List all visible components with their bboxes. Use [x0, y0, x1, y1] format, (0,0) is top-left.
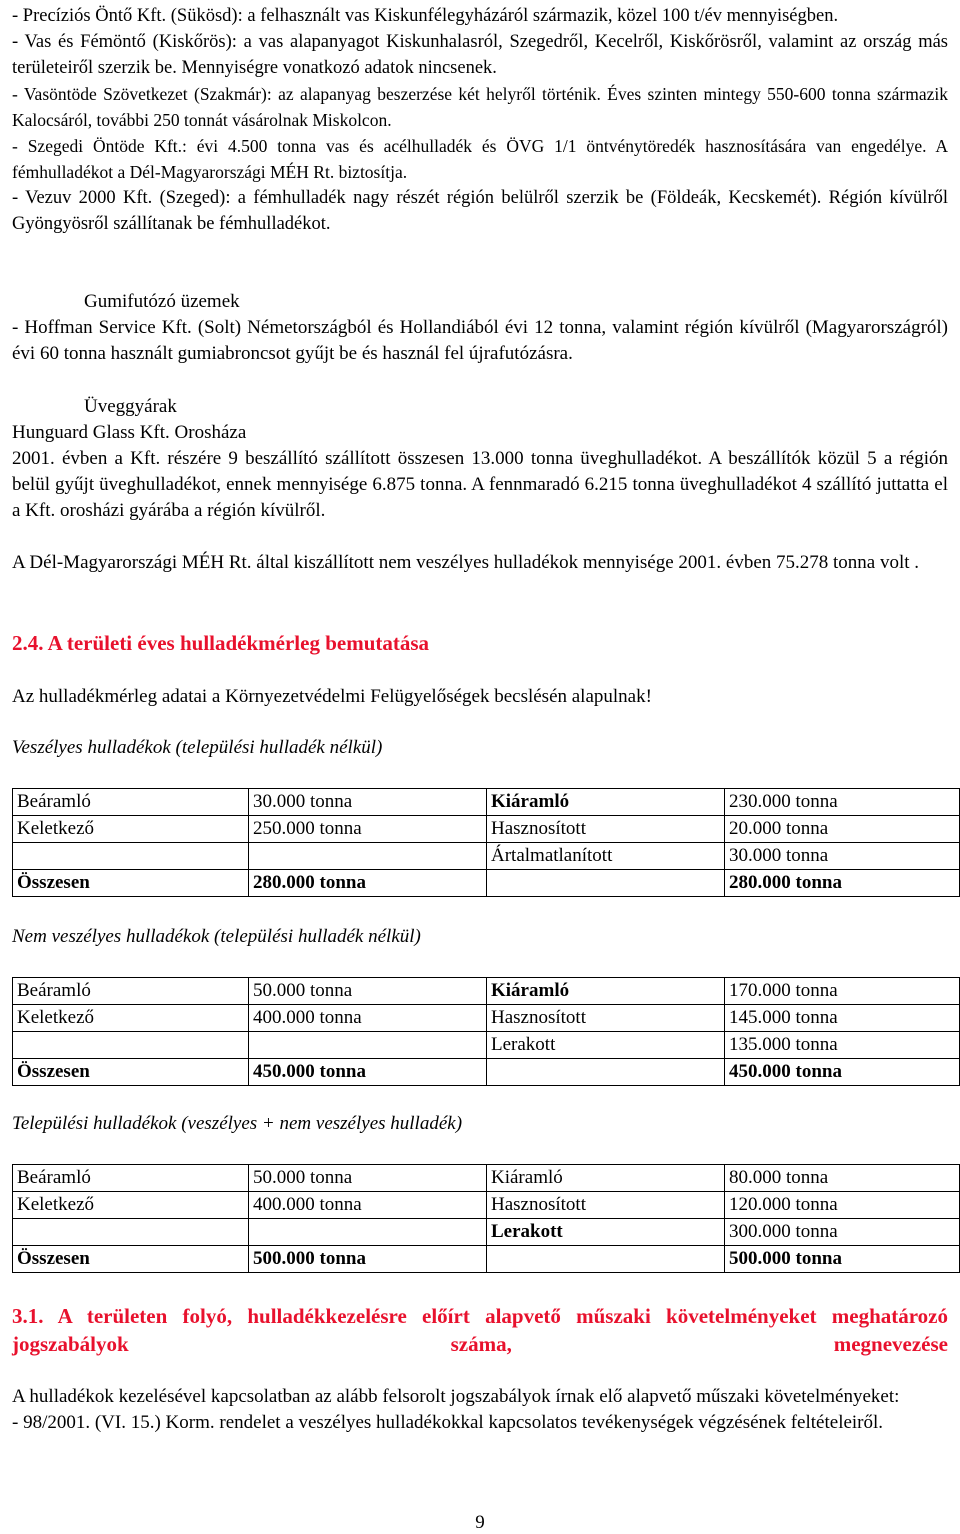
- table-nem-veszelyes: [12, 977, 960, 1086]
- table-cell: Ártalmatlanított: [487, 843, 725, 870]
- intro-item-vezuv: - Vezuv 2000 Kft. (Szeged): a fémhulladék nagy részét régión belülről szerzik be (Földeák, Kecskemét). Régión kívülről Gyöngyösről szállítanak be fémhulladékot.: [12, 188, 948, 234]
- table-cell: 300.000 tonna: [725, 1219, 960, 1246]
- table-cell: Hasznosított: [487, 1005, 725, 1032]
- page-number: 9: [475, 1512, 485, 1533]
- uveg-company: Hunguard Glass Kft. Orosháza: [12, 422, 247, 443]
- table-cell: 50.000 tonna: [249, 1165, 487, 1192]
- section-heading-2-4: 2.4. A területi éves hulladékmérleg bemutatása: [12, 631, 430, 655]
- table-cell: Kiáramló: [487, 978, 725, 1005]
- intro-list: [12, 3, 948, 237]
- table-row: [13, 789, 960, 816]
- table-cell: Összesen: [13, 1059, 249, 1086]
- law-item: - 98/2001. (VI. 15.) Korm. rendelet a veszélyes hulladékokkal kapcsolatos tevékenységek végzésének feltételeiről.: [12, 1412, 884, 1433]
- table-cell: 80.000 tonna: [725, 1165, 960, 1192]
- table-cell: 400.000 tonna: [249, 1192, 487, 1219]
- intro-item-szegedi: - Szegedi Öntöde Kft.: évi 4.500 tonna vas és acélhulladék és ÖVG 1/1 öntvénytöredék hasznosítására van engedélye. A fémhulladékot a Dél-Magyarországi MÉH Rt. biztosítja.: [12, 136, 948, 182]
- table-cell: Összesen: [13, 870, 249, 897]
- uveg-text: 2001. évben a Kft. részére 9 beszállító szállított összesen 13.000 tonna üveghulladékot. A beszállítók közül 5 a régión belül gyűjt üveghulladékot, ennek mennyisége 6.875 tonna. A fennmaradó 6.215 tonna üveghulladékot 4 szállító juttatta el a Kft. orosházi gyárába a régión kívülről.: [12, 448, 948, 521]
- table-cell: [13, 1032, 249, 1059]
- table-cell: [249, 1219, 487, 1246]
- table-cell: [13, 1219, 249, 1246]
- table-cell: [249, 1032, 487, 1059]
- table-cell: Hasznosított: [487, 816, 725, 843]
- table-cell: Lerakott: [487, 1032, 725, 1059]
- table-cell: 280.000 tonna: [725, 870, 960, 897]
- table-cell: Keletkező: [13, 816, 249, 843]
- table-cell: [13, 843, 249, 870]
- table-row: [13, 978, 960, 1005]
- intro-item-precizios: - Precíziós Öntő Kft. (Sükösd): a felhasznált vas Kiskunfélegyházáról származik, közel 100 t/év mennyiségben.: [12, 6, 839, 26]
- table-cell: [487, 1246, 725, 1273]
- table-cell: Összesen: [13, 1246, 249, 1273]
- table-cell: 30.000 tonna: [725, 843, 960, 870]
- table-cell: 450.000 tonna: [249, 1059, 487, 1086]
- gumi-heading: Gumifutózó üzemek: [84, 291, 240, 312]
- law-section: [12, 1384, 948, 1436]
- table-caption-veszelyes: Veszélyes hulladékok (települési hulladék nélkül): [12, 737, 383, 758]
- table-cell: 145.000 tonna: [725, 1005, 960, 1032]
- table-cell: [487, 870, 725, 897]
- table-cell: 170.000 tonna: [725, 978, 960, 1005]
- table-row: [13, 1165, 960, 1192]
- table-cell: Keletkező: [13, 1005, 249, 1032]
- table-cell: Hasznosított: [487, 1192, 725, 1219]
- table-cell: 500.000 tonna: [249, 1246, 487, 1273]
- table-cell: 50.000 tonna: [249, 978, 487, 1005]
- table-cell: [487, 1059, 725, 1086]
- table-cell: Beáramló: [13, 978, 249, 1005]
- table-cell: Kiáramló: [487, 789, 725, 816]
- table-cell: 500.000 tonna: [725, 1246, 960, 1273]
- table-cell: 450.000 tonna: [725, 1059, 960, 1086]
- section-heading-3-1: 3.1. A területen folyó, hulladékkezelésre előírt alapvető műszaki követelményeket meghatározó jogszabályok száma, megnevezése: [12, 1304, 948, 1356]
- meh-paragraph: [12, 550, 948, 576]
- table-cell: 20.000 tonna: [725, 816, 960, 843]
- table-cell: 280.000 tonna: [249, 870, 487, 897]
- table-row: [13, 1005, 960, 1032]
- table-cell: 250.000 tonna: [249, 816, 487, 843]
- table-cell: 400.000 tonna: [249, 1005, 487, 1032]
- uveg-heading: Üveggyárak: [84, 396, 177, 417]
- table-row: [13, 1032, 960, 1059]
- table-cell: 120.000 tonna: [725, 1192, 960, 1219]
- table-cell: 30.000 tonna: [249, 789, 487, 816]
- table-cell: Beáramló: [13, 789, 249, 816]
- table-row: [13, 816, 960, 843]
- table-cell: 230.000 tonna: [725, 789, 960, 816]
- table-caption-nem-veszelyes: Nem veszélyes hulladékok (települési hulladék nélkül): [12, 926, 421, 947]
- table-row-total: [13, 870, 960, 897]
- intro-item-vas-femonto: - Vas és Fémöntő (Kiskőrös): a vas alapanyagot Kiskunhalasról, Szegedről, Kecelről, Kiskőrösről, valamint az ország más területeiről szerzik be. Mennyiségre vonatkozó adatok nincsenek.: [12, 32, 948, 78]
- table-row: [13, 1192, 960, 1219]
- table-telepulesi: [12, 1164, 960, 1273]
- table-row: [13, 1219, 960, 1246]
- table-cell: Lerakott: [487, 1219, 725, 1246]
- meh-text: A Dél-Magyarországi MÉH Rt. által kiszállított nem veszélyes hulladékok mennyisége 2001. évben 75.278 tonna volt .: [12, 552, 920, 573]
- intro-item-vasontode: - Vasöntöde Szövetkezet (Szakmár): az alapanyag beszerzése két helyről történik. Éves szinten mintegy 550-600 tonna származik Kalocsáról, további 250 tonnát vásárolnak Miskolcon.: [12, 84, 948, 130]
- uveg-section: [12, 394, 948, 524]
- law-intro: A hulladékok kezelésével kapcsolatban az alább felsorolt jogszabályok írnak elő alapvető műszaki követelményeket:: [12, 1386, 900, 1407]
- table-cell: Keletkező: [13, 1192, 249, 1219]
- gumi-text: - Hoffman Service Kft. (Solt) Németországból és Hollandiából évi 12 tonna, valamint régión kívülről (Magyarországról) évi 60 tonna használt gumiabroncsot gyűjt be és használ fel újrafutózásra.: [12, 317, 948, 364]
- table-cell: Kiáramló: [487, 1165, 725, 1192]
- table-row-total: [13, 1059, 960, 1086]
- table-row-total: [13, 1246, 960, 1273]
- table-veszelyes: [12, 788, 960, 897]
- balance-note: Az hulladékmérleg adatai a Környezetvédelmi Felügyelőségek becslésén alapulnak!: [12, 686, 652, 707]
- table-row: [13, 843, 960, 870]
- table-caption-telepulesi: Települési hulladékok (veszélyes + nem veszélyes hulladék): [12, 1113, 463, 1134]
- table-cell: 135.000 tonna: [725, 1032, 960, 1059]
- table-cell: [249, 843, 487, 870]
- table-cell: Beáramló: [13, 1165, 249, 1192]
- gumi-section: [12, 289, 948, 367]
